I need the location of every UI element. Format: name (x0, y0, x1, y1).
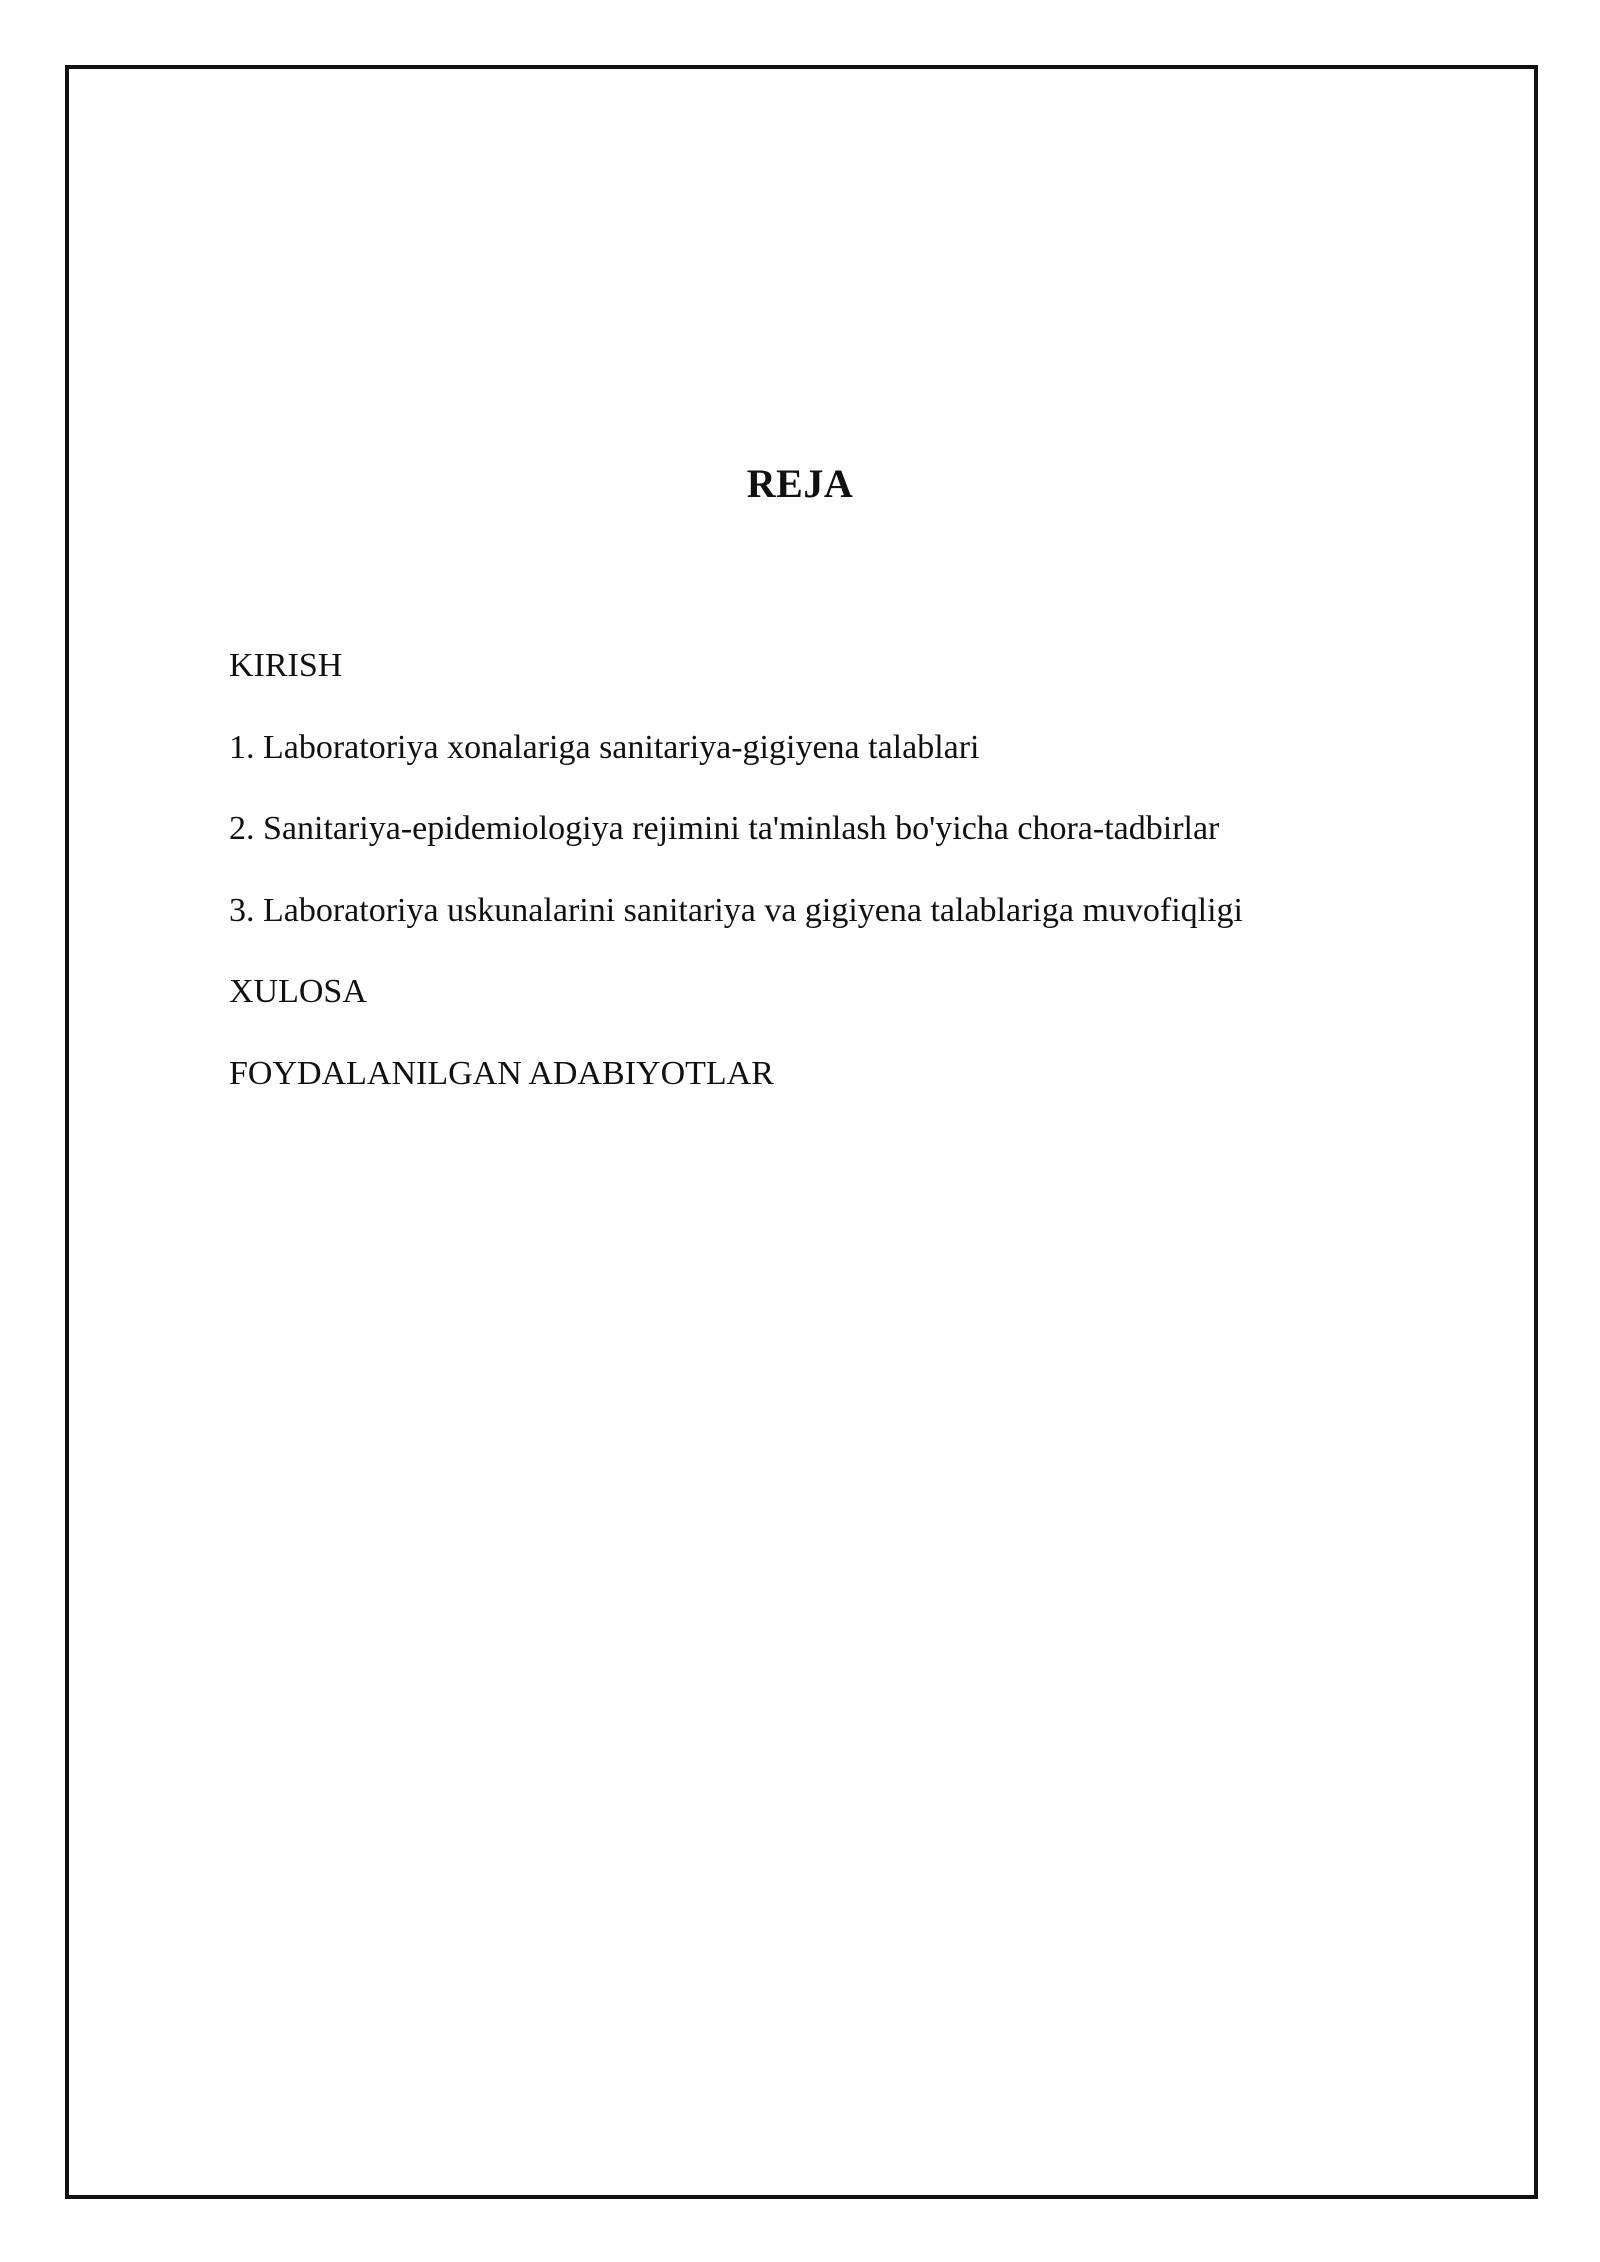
toc-item-section-3: 3. Laboratoriya uskunalarini sanitariya va gigiyena talablariga muvofiqligi (229, 891, 1244, 929)
toc-item-references: FOYDALANILGAN ADABIYOTLAR (229, 1054, 774, 1092)
toc-item-conclusion: XULOSA (229, 973, 367, 1010)
toc-item-section-1: 1. Laboratoriya xonalariga sanitariya-gigiyena talablari (229, 728, 980, 766)
toc-item-introduction: KIRISH (229, 647, 343, 684)
page-title: REJA (746, 461, 854, 506)
table-of-contents (229, 644, 1509, 1133)
toc-item-section-2: 2. Sanitariya-epidemiologiya rejimini ta'minlash bo'yicha chora-tadbirlar (229, 810, 1220, 847)
